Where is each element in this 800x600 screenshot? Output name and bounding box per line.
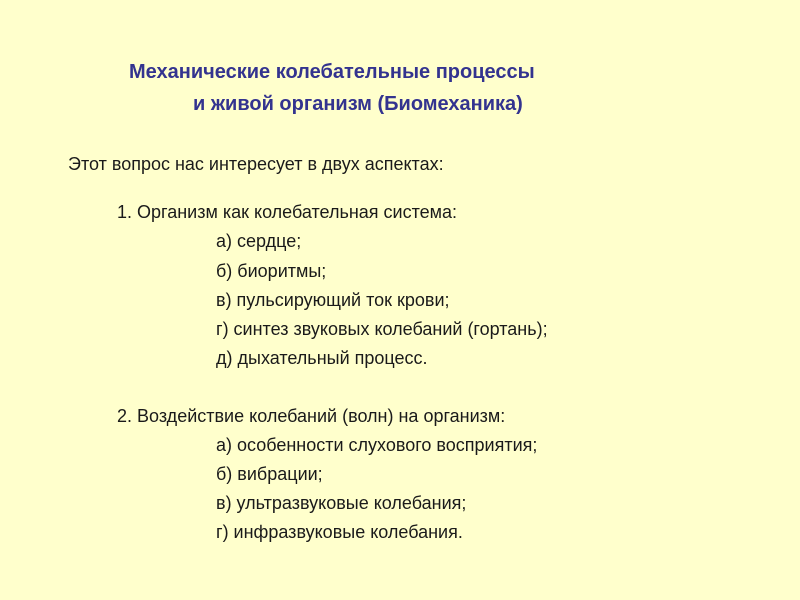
slide-title-line-1: Механические колебательные процессы xyxy=(129,61,535,83)
slide-title-line-2: и живой организм (Биомеханика) xyxy=(193,93,523,115)
section-1-item-b: б) биоритмы; xyxy=(216,261,327,281)
section-2-item-c: в) ультразвуковые колебания; xyxy=(216,493,467,513)
section-1-heading: 1. Организм как колебательная система: xyxy=(117,202,458,222)
section-2-item-a: а) особенности слухового восприятия; xyxy=(216,435,538,455)
section-2-item-b: б) вибрации; xyxy=(216,464,323,484)
intro-text: Этот вопрос нас интересует в двух аспектах: xyxy=(68,154,444,174)
section-2-item-d: г) инфразвуковые колебания. xyxy=(216,522,463,542)
section-1-item-c: в) пульсирующий ток крови; xyxy=(216,290,450,310)
section-1-item-e: д) дыхательный процесс. xyxy=(216,348,428,368)
section-2-heading: 2. Воздействие колебаний (волн) на организм: xyxy=(117,406,506,426)
section-1-item-a: а) сердце; xyxy=(216,231,302,251)
section-1-item-d: г) синтез звуковых колебаний (гортань); xyxy=(216,319,548,339)
